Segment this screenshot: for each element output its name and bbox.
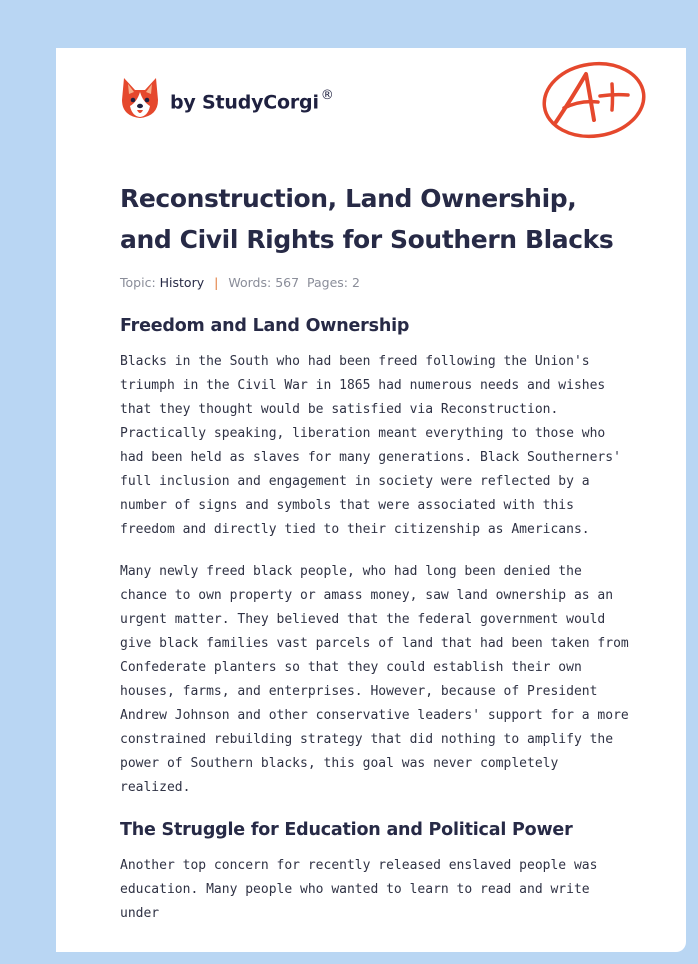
paragraph: Many newly freed black people, who had long been denied the chance to own property or amass money, saw land ownership as an urgent matter. They believed that the federal government would give black families vast parcels of land that had been taken from Confederate planters so that they could establish their own houses, farms, and enterprises. However, because of President Andrew Johnson and other conservative leaders' support for a more constrained rebuilding strategy that did nothing to amplify the power of Southern blacks, this goal was never completely realized. [120,564,629,795]
topic-label: Topic: [120,275,156,290]
trademark-symbol: ® [320,88,334,104]
topic-link[interactable]: History [159,275,205,290]
paragraph: Another top concern for recently released enslaved people was education. Many people who wanted to learn to read and write under [120,858,598,921]
pages-count: 2 [351,275,360,290]
brand-name: by StudyCorgi ® [170,88,334,114]
grade-badge [536,58,648,148]
words-label: Words: [228,275,272,290]
words-count: 567 [275,275,300,290]
article [120,178,630,926]
meta-separator: | [214,275,219,290]
section-heading: The Struggle for Education and Political Power [120,820,573,840]
article-meta [120,275,630,290]
section-heading: Freedom and Land Ownership [120,316,410,336]
a-plus-icon [536,58,648,144]
page-title: Reconstruction, Land Ownership, and Civil Rights for Southern Blacks [120,184,614,254]
pages-label: Pages: [307,275,348,290]
corgi-icon [120,76,160,120]
document-page [56,48,686,952]
paragraph: Blacks in the South who had been freed following the Union's triumph in the Civil War in 1865 had numerous needs and wishes that they thought would be satisfied via Reconstruction. Practically speaking, liberation meant everything to those who had been held as slaves for many generations. Black Southerners' full inclusion and engagement in society were reflected by a number of signs and symbols that were associated with this freedom and directly tied to their citizenship as Americans. [120,354,621,537]
studycorgi-logo[interactable] [120,76,334,120]
